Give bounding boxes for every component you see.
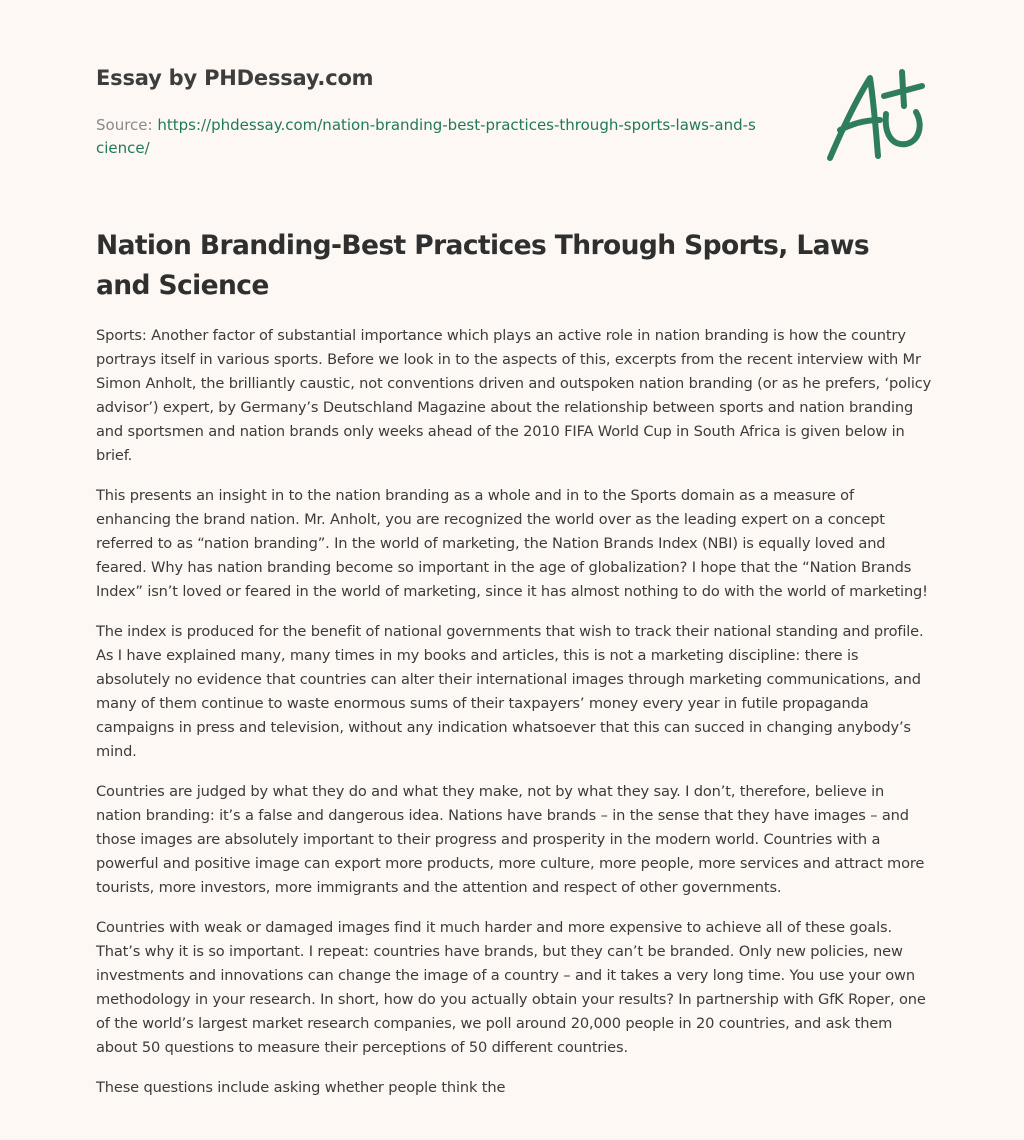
paragraph: This presents an insight in to the nation branding as a whole and in to the Sports domain as a measure of enhancing the brand nation. Mr. Anholt, you are recognized the world over as the leading expert on a concept referred to as “nation branding”. In the world of marketing, the Nation Brands Index (NBI) is equally loved and feared. Why has nation branding become so important in the age of globalization? I hope that the “Nation Brands Index” isn’t loved or feared in the world of marketing, since it has almost nothing to do with the world of marketing! [96, 487, 928, 600]
paragraph: Countries with weak or damaged images find it much harder and more expensive to achieve all of these goals. That’s why it is so important. I repeat: countries have brands, but they can’t be branded. Only new policies, new investments and innovations can change the image of a country – and it takes a very long time. You use your own methodology in your research. In short, how do you actually obtain your results? In partnership with GfK Roper, one of the world’s largest market research companies, we poll around 20,000 people in 20 countries, and ask them about 50 questions to measure their perceptions of 50 different countries. [96, 919, 926, 1056]
paragraph: These questions include asking whether people think the [96, 1079, 506, 1096]
paragraph: The index is produced for the benefit of national governments that wish to track their national standing and profile. As I have explained many, many times in my books and articles, this is not a marketing discipline: there is absolutely no evidence that countries can alter their international images through marketing communications, and many of them continue to waste enormous sums of their taxpayers’ money every year in futile propaganda campaigns in press and television, without any indication whatsoever that this can succed in changing anybody’s mind. [96, 623, 924, 760]
article-body [96, 324, 932, 1116]
paragraph: Sports: Another factor of substantial importance which plays an active role in nation branding is how the country portrays itself in various sports. Before we look in to the aspects of this, excerpts from the recent interview with Mr Simon Anholt, the brilliantly caustic, not conventions driven and outspoken nation branding (or as he prefers, ‘policy advisor’) expert, by Germany’s Deutschland Magazine about the relationship between sports and nation branding and sportsmen and nation brands only weeks ahead of the 2010 FIFA World Cup in South Africa is given below in brief. [96, 327, 932, 464]
site-title: Essay by PHDessay.com [96, 66, 374, 90]
paragraph: Countries are judged by what they do and what they make, not by what they say. I don’t, therefore, believe in nation branding: it’s a false and dangerous idea. Nations have brands – in the sense that they have images – and those images are absolutely important to their progress and prosperity in the modern world. Countries with a powerful and positive image can export more products, more culture, more people, more services and attract more tourists, more investors, more immigrants and the attention and respect of other governments. [96, 783, 925, 896]
article-title: Nation Branding-Best Practices Through Sports, Laws and Science [96, 230, 869, 301]
a-plus-grade-icon [820, 64, 930, 168]
page-header [96, 62, 796, 160]
source-line [96, 114, 756, 160]
source-label: Source: [96, 116, 158, 134]
source-link[interactable]: https://phdessay.com/nation-branding-best-practices-through-sports-laws-and-science/ [96, 116, 756, 157]
